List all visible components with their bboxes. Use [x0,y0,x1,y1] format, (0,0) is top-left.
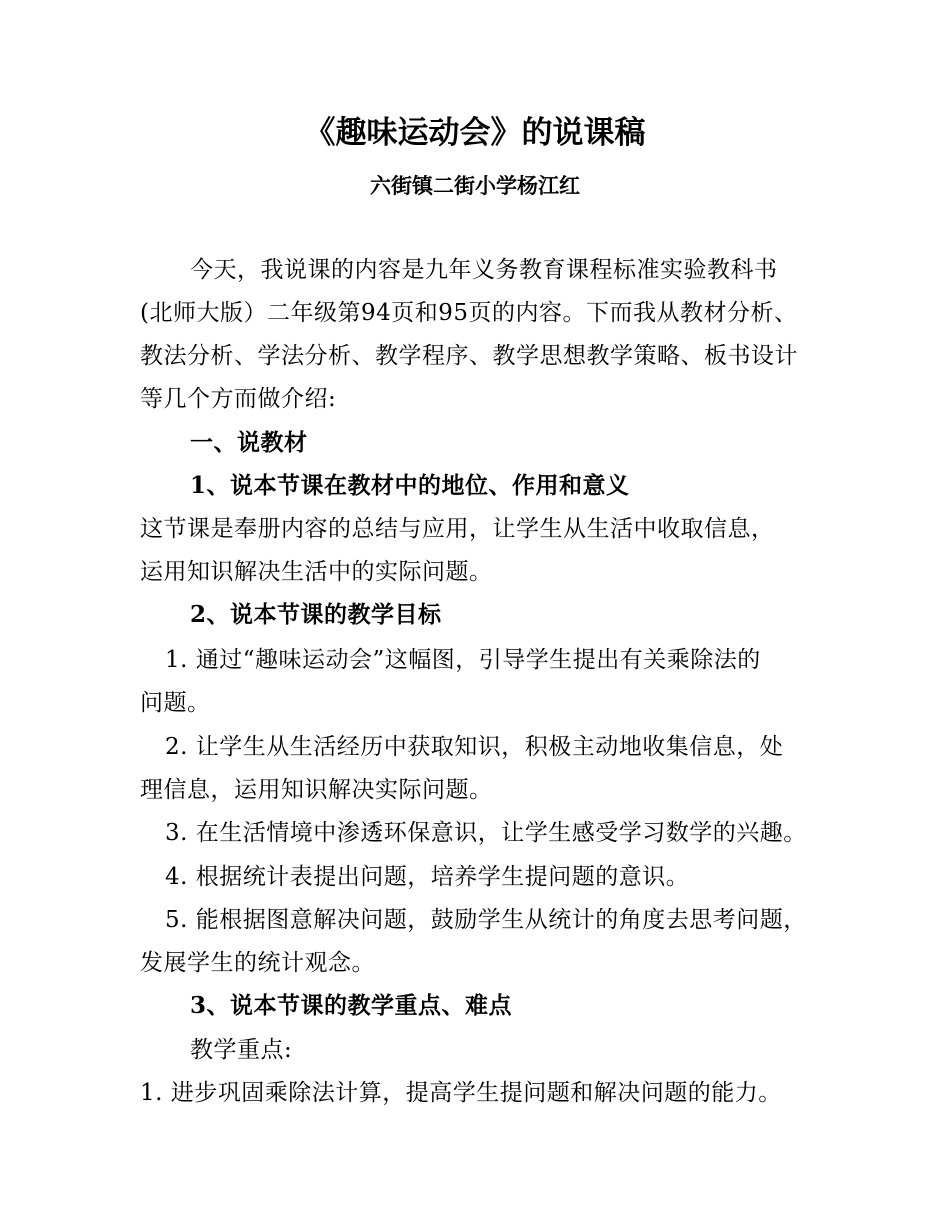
list-item-continuation: 理信息，运用知识解决实际问题。 [140,777,493,803]
list-item: 2. 让学生从生活经历中获取知识，积极主动地收集信息，处 [165,734,784,760]
paragraph-line: 教法分析、学法分析、教学程序、教学思想教学策略、板书设计 [140,343,798,369]
list-item: 3. 在生活情境中渗透环保意识，让学生感受学习数学的兴趣。 [165,820,807,846]
list-item-continuation: 问题。 [140,690,211,716]
paragraph-line: 今天，我说课的内容是九年义务教育课程标准实验教科书 [190,257,778,283]
paragraph-line: (北师大版）二年级第94页和95页的内容。下而我从教材分析、 [140,300,798,326]
list-item: 1. 通过“趣味运动会”这幅图，引导学生提出有关乘除法的 [165,647,761,673]
author-line: 六街镇二街小学杨江红 [370,173,580,198]
paragraph-line: 运用知识解决生活中的实际问题。 [140,559,493,585]
list-item: 4. 根据统计表提出问题，培养学生提问题的意识。 [165,864,690,890]
section-heading: 一、说教材 [190,429,308,456]
subsection-heading: 2、说本节课的教学目标 [190,601,442,628]
list-item: 1. 进步巩固乘除法计算，提高学生提问题和解决问题的能力。 [140,1080,782,1106]
subsection-heading: 1、说本节课在教材中的地位、作用和意义 [190,472,630,499]
list-item-continuation: 发展学生的统计观念。 [140,950,375,976]
subsection-heading: 3、说本节课的教学重点、难点 [190,992,513,1019]
document-title: 《趣味运动会》的说课稿 [304,115,646,151]
list-item: 5. 能根据图意解决问题，鼓励学生从统计的角度去思考问题， [165,907,807,933]
paragraph-line: 这节课是奉册内容的总结与应用，让学生从生活中收取信息， [140,516,775,542]
paragraph-line: 等几个方而做介绍: [140,386,337,412]
paragraph-line: 教学重点: [190,1037,293,1063]
